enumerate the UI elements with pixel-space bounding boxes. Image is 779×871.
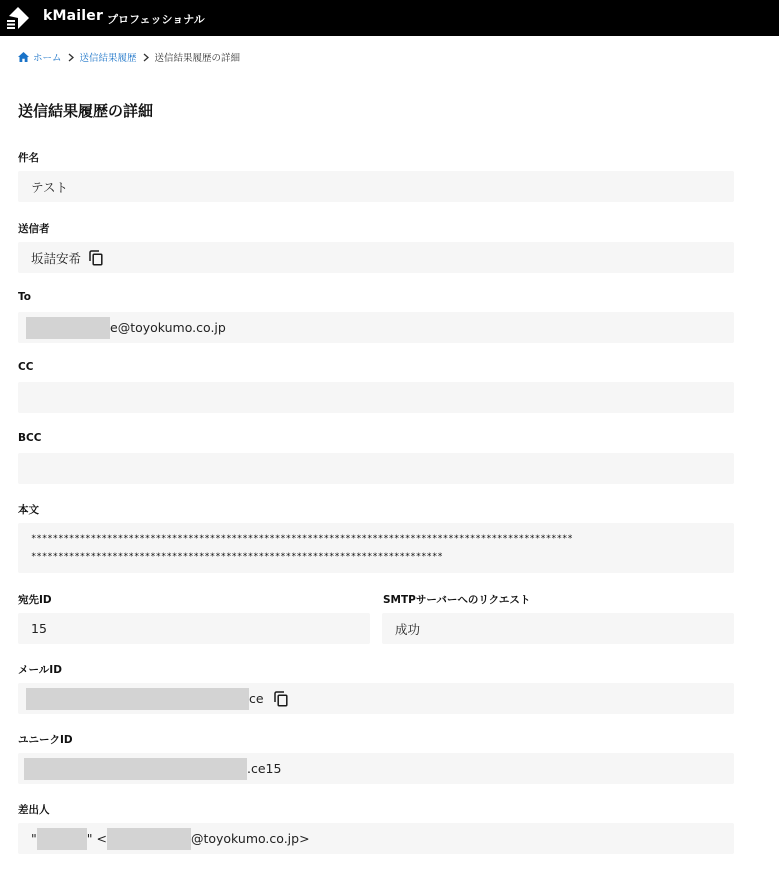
copy-icon [89, 250, 103, 266]
breadcrumb-current: 送信結果履歴の詳細 [154, 53, 241, 64]
body-text [31, 523, 573, 566]
to-label: To [18, 291, 31, 303]
mail-id-field [18, 683, 734, 714]
bcc-field [18, 453, 734, 484]
breadcrumb-history-link[interactable]: 送信結果履歴 [79, 53, 137, 64]
smtp-request-value: 成功 [395, 621, 421, 637]
unique-id-label: ユニークID [18, 734, 73, 746]
cc-field [18, 382, 734, 413]
sender-value: 坂詰安希 [31, 250, 82, 266]
brand-name[interactable]: kMailer [43, 8, 104, 24]
redacted-block [37, 828, 87, 850]
body-line-2: **************************************************************************** [31, 552, 443, 562]
chevron-right-icon [68, 53, 74, 62]
from-quote-close: " < [86, 831, 107, 846]
redacted-block [26, 688, 249, 710]
kmailer-logo-icon[interactable] [6, 6, 30, 30]
body-field [18, 523, 734, 573]
from-label: 差出人 [18, 804, 50, 816]
recipient-id-label: 宛先ID [18, 594, 52, 606]
bcc-label: BCC [18, 432, 42, 444]
cc-label: CC [18, 361, 34, 373]
recipient-id-field [18, 613, 370, 644]
body-label: 本文 [18, 504, 39, 516]
breadcrumb [18, 50, 240, 64]
to-value: e@toyokumo.co.jp [110, 320, 226, 335]
copy-mail-id-button[interactable] [274, 691, 288, 707]
edition-label: プロフェッショナル [107, 13, 205, 26]
smtp-request-label: SMTPサーバーへのリクエスト [383, 594, 531, 606]
mail-id-value: ce [249, 691, 264, 706]
chevron-right-icon [143, 53, 149, 62]
mail-id-label: メールID [18, 664, 62, 676]
to-field [18, 312, 734, 343]
unique-id-field [18, 753, 734, 784]
breadcrumb-home-label: ホーム [33, 53, 62, 64]
page-title: 送信結果履歴の詳細 [18, 102, 154, 120]
redacted-block [24, 758, 247, 780]
unique-id-value: .ce15 [247, 761, 282, 776]
subject-value: テスト [31, 179, 69, 195]
redacted-block [107, 828, 191, 850]
from-email-domain: @toyokumo.co.jp> [190, 831, 310, 846]
top-bar [0, 0, 779, 36]
sender-label: 送信者 [18, 223, 50, 235]
copy-sender-button[interactable] [89, 250, 103, 266]
body-line-1: **************************************************************************************************** [31, 534, 573, 544]
home-icon [18, 52, 29, 62]
subject-label: 件名 [18, 152, 39, 164]
subject-field [18, 171, 734, 202]
from-quote-open: " [31, 831, 37, 846]
sender-field [18, 242, 734, 273]
from-field [18, 823, 734, 854]
redacted-block [26, 317, 110, 339]
recipient-id-value: 15 [31, 621, 47, 636]
copy-icon [274, 691, 288, 707]
breadcrumb-home-link[interactable] [18, 50, 62, 64]
smtp-request-field [382, 613, 734, 644]
